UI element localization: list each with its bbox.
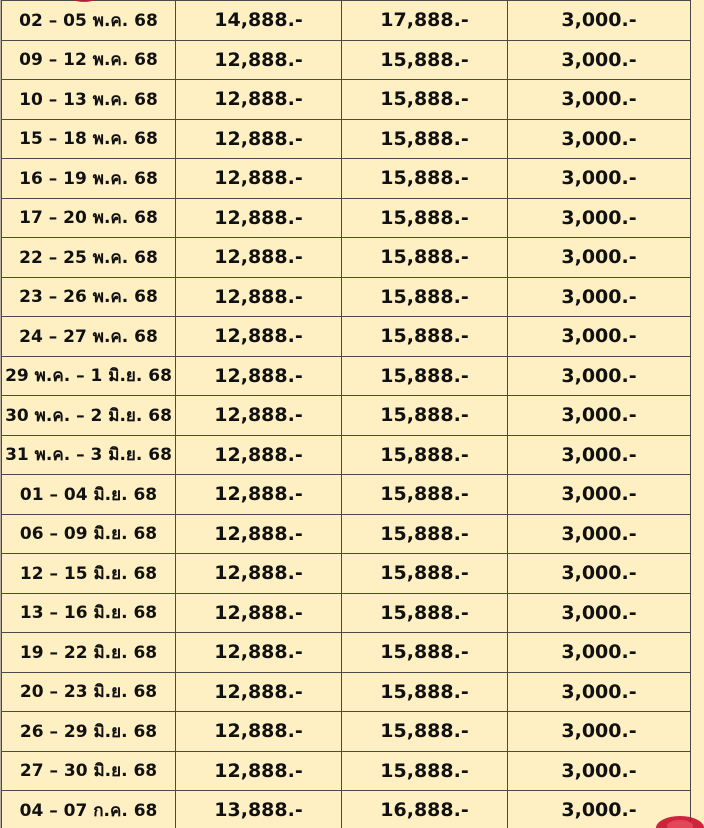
date-range-cell: 24 – 27 พ.ค. 68	[2, 317, 176, 357]
price-a-cell: 12,888.-	[176, 159, 342, 199]
table-row	[2, 238, 691, 278]
table-row	[2, 277, 691, 317]
date-range-cell: 31 พ.ค. – 3 มิ.ย. 68	[2, 435, 176, 475]
date-range-cell: 09 – 12 พ.ค. 68	[2, 40, 176, 80]
price-a-cell: 12,888.-	[176, 119, 342, 159]
price-c-cell: 3,000.-	[508, 317, 691, 357]
price-a-cell: 13,888.-	[176, 791, 342, 828]
price-a-cell: 12,888.-	[176, 593, 342, 633]
date-range-cell: 17 – 20 พ.ค. 68	[2, 198, 176, 238]
price-b-cell: 15,888.-	[342, 435, 508, 475]
price-b-cell: 15,888.-	[342, 672, 508, 712]
price-c-cell: 3,000.-	[508, 277, 691, 317]
price-a-cell: 12,888.-	[176, 396, 342, 436]
price-a-cell: 12,888.-	[176, 712, 342, 752]
table-row	[2, 396, 691, 436]
date-range-cell: 19 – 22 มิ.ย. 68	[2, 633, 176, 673]
date-range-cell: 13 – 16 มิ.ย. 68	[2, 593, 176, 633]
price-b-cell: 15,888.-	[342, 593, 508, 633]
price-a-cell: 12,888.-	[176, 317, 342, 357]
price-c-cell: 3,000.-	[508, 791, 691, 828]
price-a-cell: 12,888.-	[176, 277, 342, 317]
date-range-cell: 20 – 23 มิ.ย. 68	[2, 672, 176, 712]
price-c-cell: 3,000.-	[508, 119, 691, 159]
date-range-cell: 23 – 26 พ.ค. 68	[2, 277, 176, 317]
table-row	[2, 554, 691, 594]
price-a-cell: 12,888.-	[176, 80, 342, 120]
price-b-cell: 15,888.-	[342, 238, 508, 278]
date-range-cell: 06 – 09 มิ.ย. 68	[2, 514, 176, 554]
date-range-cell: 30 พ.ค. – 2 มิ.ย. 68	[2, 396, 176, 436]
table-row	[2, 712, 691, 752]
price-a-cell: 12,888.-	[176, 554, 342, 594]
price-c-cell: 3,000.-	[508, 356, 691, 396]
table-row	[2, 198, 691, 238]
price-b-cell: 15,888.-	[342, 356, 508, 396]
price-b-cell: 15,888.-	[342, 317, 508, 357]
price-c-cell: 3,000.-	[508, 238, 691, 278]
date-range-cell: 16 – 19 พ.ค. 68	[2, 159, 176, 199]
table-row	[2, 475, 691, 515]
price-b-cell: 15,888.-	[342, 119, 508, 159]
price-a-cell: 14,888.-	[176, 1, 342, 41]
price-b-cell: 15,888.-	[342, 40, 508, 80]
date-range-cell: 02 – 05 พ.ค. 68	[2, 1, 176, 41]
price-a-cell: 12,888.-	[176, 238, 342, 278]
date-range-cell: 12 – 15 มิ.ย. 68	[2, 554, 176, 594]
date-range-cell: 27 – 30 มิ.ย. 68	[2, 751, 176, 791]
table-row	[2, 1, 691, 41]
date-range-cell: 01 – 04 มิ.ย. 68	[2, 475, 176, 515]
price-a-cell: 12,888.-	[176, 198, 342, 238]
tour-price-table	[1, 0, 691, 828]
table-row	[2, 751, 691, 791]
price-c-cell: 3,000.-	[508, 1, 691, 41]
date-range-cell: 26 – 29 มิ.ย. 68	[2, 712, 176, 752]
table-row	[2, 672, 691, 712]
price-c-cell: 3,000.-	[508, 672, 691, 712]
table-row	[2, 40, 691, 80]
price-b-cell: 15,888.-	[342, 396, 508, 436]
price-a-cell: 12,888.-	[176, 514, 342, 554]
price-b-cell: 15,888.-	[342, 277, 508, 317]
date-range-cell: 15 – 18 พ.ค. 68	[2, 119, 176, 159]
price-c-cell: 3,000.-	[508, 712, 691, 752]
price-table-body	[2, 1, 691, 828]
price-b-cell: 15,888.-	[342, 475, 508, 515]
price-c-cell: 3,000.-	[508, 633, 691, 673]
price-c-cell: 3,000.-	[508, 396, 691, 436]
price-c-cell: 3,000.-	[508, 554, 691, 594]
price-c-cell: 3,000.-	[508, 159, 691, 199]
price-b-cell: 15,888.-	[342, 159, 508, 199]
price-b-cell: 15,888.-	[342, 514, 508, 554]
price-b-cell: 15,888.-	[342, 80, 508, 120]
table-row	[2, 435, 691, 475]
date-range-cell: 22 – 25 พ.ค. 68	[2, 238, 176, 278]
price-b-cell: 15,888.-	[342, 198, 508, 238]
price-a-cell: 12,888.-	[176, 751, 342, 791]
table-row	[2, 119, 691, 159]
price-b-cell: 15,888.-	[342, 554, 508, 594]
table-row	[2, 80, 691, 120]
table-row	[2, 159, 691, 199]
table-row	[2, 593, 691, 633]
price-a-cell: 12,888.-	[176, 672, 342, 712]
date-range-cell: 04 – 07 ก.ค. 68	[2, 791, 176, 828]
price-b-cell: 17,888.-	[342, 1, 508, 41]
price-b-cell: 15,888.-	[342, 633, 508, 673]
price-c-cell: 3,000.-	[508, 40, 691, 80]
table-row	[2, 791, 691, 828]
price-a-cell: 12,888.-	[176, 475, 342, 515]
price-c-cell: 3,000.-	[508, 80, 691, 120]
price-b-cell: 15,888.-	[342, 751, 508, 791]
price-c-cell: 3,000.-	[508, 475, 691, 515]
price-c-cell: 3,000.-	[508, 514, 691, 554]
table-row	[2, 356, 691, 396]
price-c-cell: 3,000.-	[508, 751, 691, 791]
price-c-cell: 3,000.-	[508, 198, 691, 238]
table-row	[2, 317, 691, 357]
table-row	[2, 633, 691, 673]
price-a-cell: 12,888.-	[176, 356, 342, 396]
table-row	[2, 514, 691, 554]
date-range-cell: 10 – 13 พ.ค. 68	[2, 80, 176, 120]
price-c-cell: 3,000.-	[508, 435, 691, 475]
price-b-cell: 16,888.-	[342, 791, 508, 828]
price-a-cell: 12,888.-	[176, 633, 342, 673]
date-range-cell: 29 พ.ค. – 1 มิ.ย. 68	[2, 356, 176, 396]
price-b-cell: 15,888.-	[342, 712, 508, 752]
price-a-cell: 12,888.-	[176, 40, 342, 80]
price-c-cell: 3,000.-	[508, 593, 691, 633]
price-a-cell: 12,888.-	[176, 435, 342, 475]
